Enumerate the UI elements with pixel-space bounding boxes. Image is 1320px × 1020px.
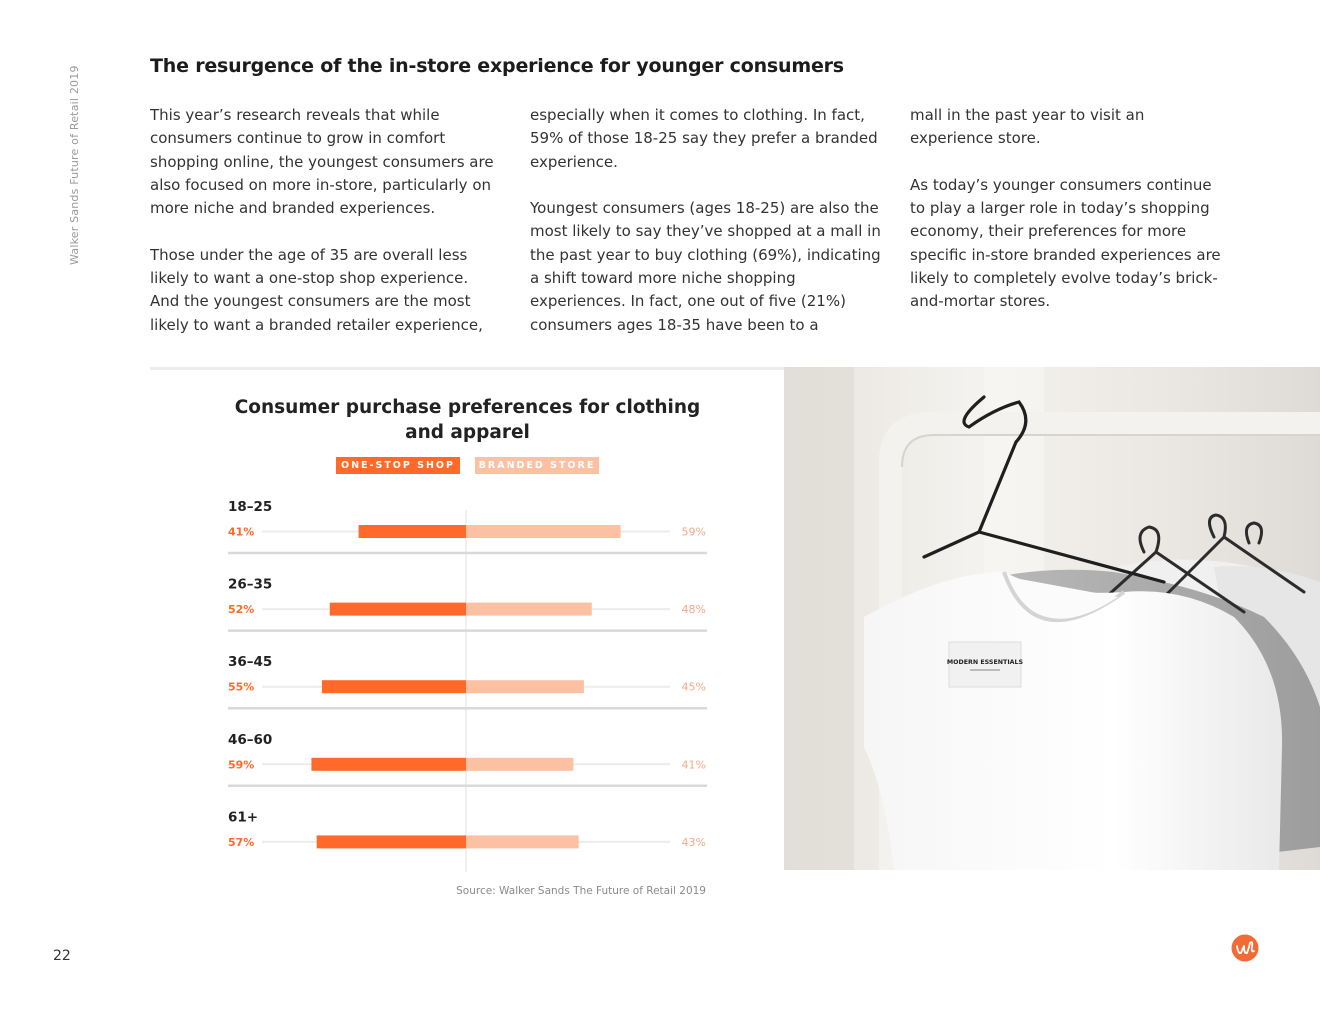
bar-one-stop-shop — [317, 835, 466, 848]
page-title: The resurgence of the in-store experience for younger consumers — [150, 55, 844, 77]
chart-title: Consumer purchase preferences for clothing and apparel — [234, 397, 701, 443]
category-label: 36–45 — [228, 654, 273, 671]
category-label: 26–35 — [228, 576, 273, 593]
tshirts-on-rack-photo — [784, 367, 1320, 870]
paragraph: This year’s research reveals that while consumers continue to grow in comfort shopping online, the youngest consumers are also focused on more in-store, particularly on more niche and branded experiences. — [150, 106, 494, 218]
bar-branded-store — [466, 835, 579, 848]
category-label: 18–25 — [228, 499, 273, 515]
value-label-one-stop-shop: 41% — [228, 525, 255, 539]
bar-branded-store — [466, 680, 584, 693]
walker-sands-logo-icon — [1231, 934, 1259, 962]
category-label: 46–60 — [228, 731, 273, 748]
value-label-branded-store: 45% — [681, 680, 706, 694]
sidebar-report-label: Walker Sands Future of Retail 2019 — [68, 65, 81, 265]
paragraph: Those under the age of 35 are overall less likely to want a one-stop shop experience. And the youngest consumers are the most likely to want a branded retailer experience, — [150, 245, 483, 334]
paragraph: As today’s younger consumers continue to play a larger role in today’s shopping economy, their preferences for more specific in-store branded experiences are likely to completely evolve today’s brick-and-mortar stores. — [910, 175, 1221, 311]
page-number: 22 — [53, 948, 71, 964]
paragraph: Youngest consumers (ages 18-25) are also the most likely to say they’ve shopped at a mall in the past year to buy clothing (69%), indicating a shift toward more niche shopping experiences. In fact, one out of five (21%) consumers ages 18-35 have been to a — [530, 199, 881, 334]
value-label-branded-store: 43% — [681, 835, 706, 849]
value-label-branded-store: 48% — [681, 603, 706, 617]
shirt-label-text: MODERN ESSENTIALS — [946, 659, 1024, 666]
value-label-branded-store: 41% — [681, 758, 706, 772]
paragraph: especially when it comes to clothing. In fact, 59% of those 18-25 say they prefer a branded experience. — [530, 106, 878, 171]
bar-one-stop-shop — [311, 758, 466, 771]
value-label-one-stop-shop: 57% — [228, 835, 255, 849]
bar-branded-store — [466, 525, 621, 538]
bar-branded-store — [466, 603, 592, 616]
bar-one-stop-shop — [359, 525, 466, 538]
legend-one-stop-shop: ONE-STOP SHOP — [336, 457, 460, 474]
category-label: 61+ — [228, 809, 259, 826]
value-label-one-stop-shop: 59% — [228, 758, 255, 772]
value-label-branded-store: 59% — [681, 525, 706, 539]
value-label-one-stop-shop: 55% — [228, 680, 255, 694]
chart-source-note: Source: Walker Sands The Future of Retail 2019 — [456, 885, 706, 897]
bar-branded-store — [466, 758, 573, 771]
paragraph: mall in the past year to visit an experience store. — [910, 106, 1145, 148]
legend-branded-store: BRANDED STORE — [475, 457, 599, 474]
bar-one-stop-shop — [322, 680, 466, 693]
bar-one-stop-shop — [330, 603, 466, 616]
value-label-one-stop-shop: 52% — [228, 603, 255, 617]
